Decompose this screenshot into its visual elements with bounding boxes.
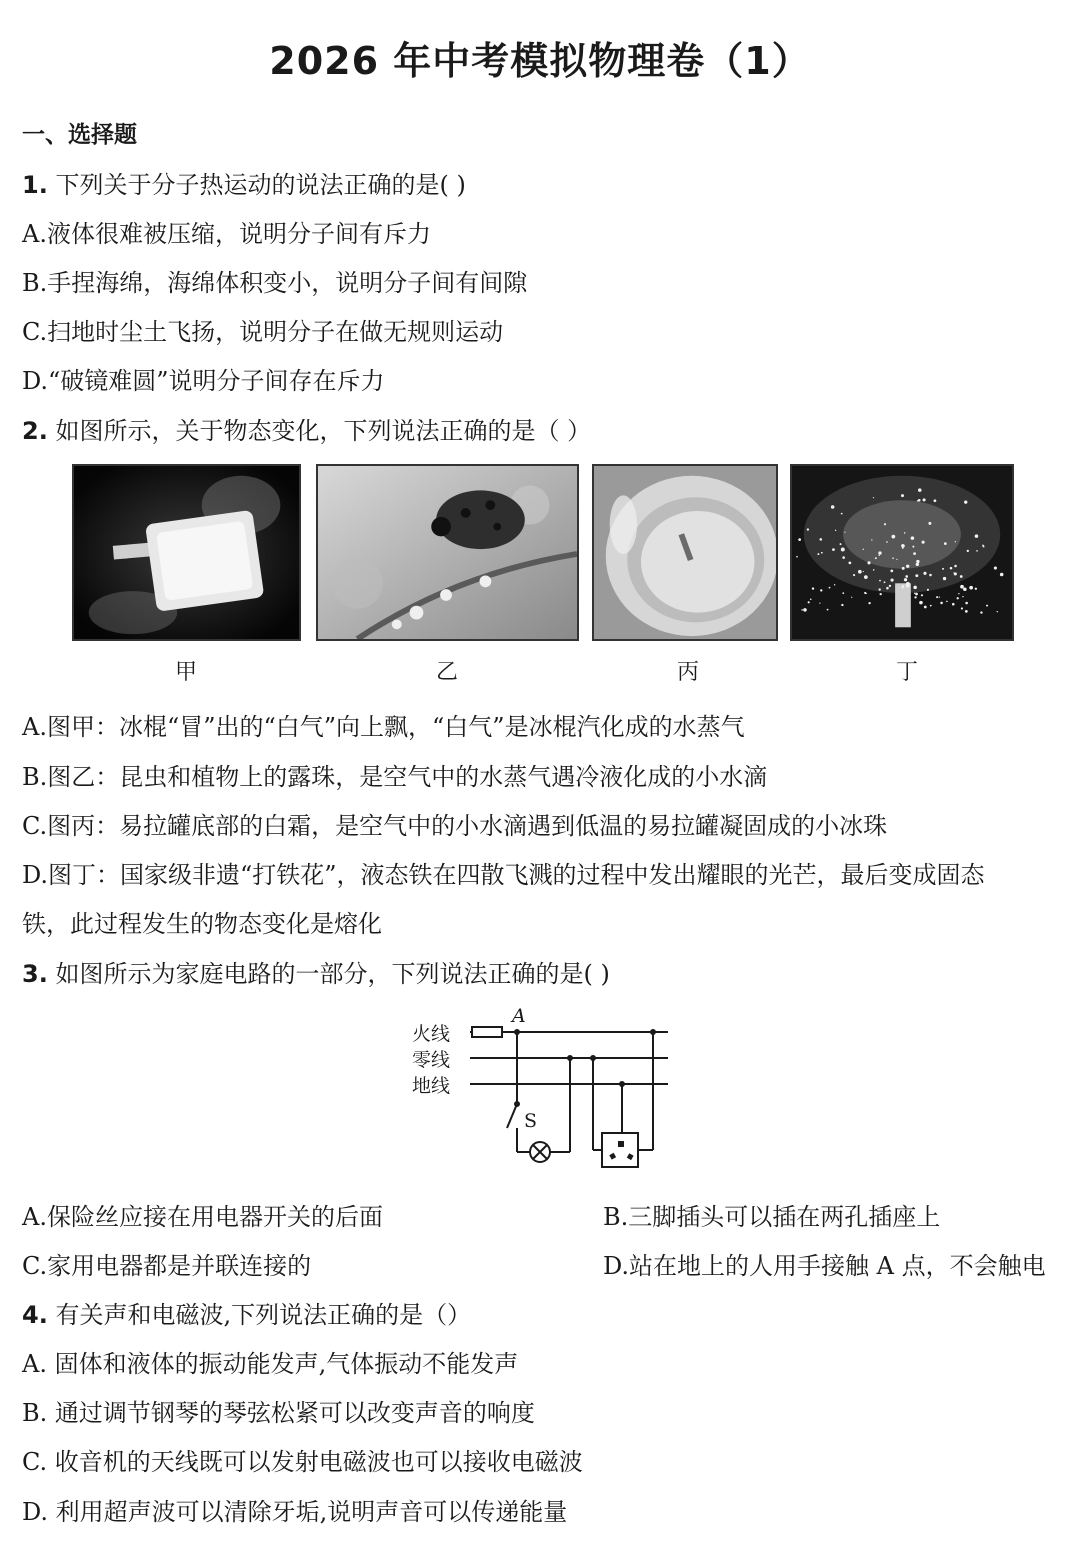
question-2-text: 如图所示，关于物态变化，下列说法正确的是（ ） xyxy=(55,417,592,445)
question-2-option-d: D.图丁：国家级非遗“打铁花”，液态铁在四散飞溅的过程中发出耀眼的光芒，最后变成固态 xyxy=(22,861,985,889)
question-2-number: 2. xyxy=(22,417,48,445)
question-3-option-c: C.家用电器都是并联连接的 xyxy=(22,1252,312,1280)
question-2-option-a: A.图甲：冰棍“冒”出的“白气”向上飘，“白气”是冰棍汽化成的水蒸气 xyxy=(22,713,745,741)
caption-bing: 丙 xyxy=(676,660,699,685)
caption-yi: 乙 xyxy=(435,660,458,685)
section-heading: 一、选择题 xyxy=(22,122,137,148)
question-4-option-b: B. 通过调节钢琴的琴弦松紧可以改变声音的响度 xyxy=(22,1399,535,1427)
question-1-option-b: B.手捏海绵，海绵体积变小，说明分子间有间隙 xyxy=(22,269,528,297)
question-4-stem xyxy=(22,1298,471,1332)
question-3-number: 3. xyxy=(22,960,48,988)
caption-ding: 丁 xyxy=(895,660,918,685)
label-ground-wire: 地线 xyxy=(412,1075,451,1097)
label-live-wire: 火线 xyxy=(412,1023,451,1045)
label-point-a: A xyxy=(512,1005,526,1027)
question-4-option-d: D. 利用超声波可以清除牙垢,说明声音可以传递能量 xyxy=(22,1498,568,1526)
question-2-option-b: B.图乙：昆虫和植物上的露珠，是空气中的水蒸气遇冷液化成的小水滴 xyxy=(22,763,768,791)
question-3-stem xyxy=(22,957,610,991)
question-1-number: 1. xyxy=(22,171,48,199)
switch-blade xyxy=(507,1104,517,1128)
caption-jia: 甲 xyxy=(174,660,197,685)
question-2-stem xyxy=(22,414,591,448)
label-switch-s: S xyxy=(524,1110,538,1132)
photo-bing-can-frost xyxy=(592,464,778,641)
question-3-option-b: B.三脚插头可以插在两孔插座上 xyxy=(603,1203,941,1231)
fuse-symbol xyxy=(472,1027,502,1037)
question-4-number: 4. xyxy=(22,1301,48,1329)
page-title: 2026 年中考模拟物理卷（1） xyxy=(269,39,811,83)
question-4-option-c: C. 收音机的天线既可以发射电磁波也可以接收电磁波 xyxy=(22,1448,583,1476)
photo-ding-iron-sparks xyxy=(790,464,1014,641)
question-4-option-a: A. 固体和液体的振动能发声,气体振动不能发声 xyxy=(22,1350,519,1378)
question-1-option-a: A.液体很难被压缩，说明分子间有斥力 xyxy=(22,220,431,248)
label-neutral-wire: 零线 xyxy=(412,1049,451,1071)
question-1-option-c: C.扫地时尘土飞扬，说明分子在做无规则运动 xyxy=(22,318,504,346)
household-circuit-diagram xyxy=(410,1000,680,1180)
question-2-option-c: C.图丙：易拉罐底部的白霜，是空气中的小水滴遇到低温的易拉罐凝固成的小冰珠 xyxy=(22,812,888,840)
question-2-option-d-continued: 铁，此过程发生的物态变化是熔化 xyxy=(22,910,382,938)
question-3-text: 如图所示为家庭电路的一部分，下列说法正确的是( ) xyxy=(55,960,610,988)
question-1-stem xyxy=(22,168,466,202)
photo-jia-ice-popsicle xyxy=(72,464,301,641)
socket-symbol xyxy=(602,1133,638,1167)
photo-yi-ladybug-dew xyxy=(316,464,579,641)
question-1-option-d: D.“破镜难圆”说明分子间存在斥力 xyxy=(22,367,385,395)
question-1-text: 下列关于分子热运动的说法正确的是( ) xyxy=(55,171,466,199)
question-3-option-a: A.保险丝应接在用电器开关的后面 xyxy=(22,1203,383,1231)
question-3-option-d: D.站在地上的人用手接触 A 点，不会触电 xyxy=(603,1252,1046,1280)
question-4-text: 有关声和电磁波,下列说法正确的是（） xyxy=(55,1301,472,1329)
